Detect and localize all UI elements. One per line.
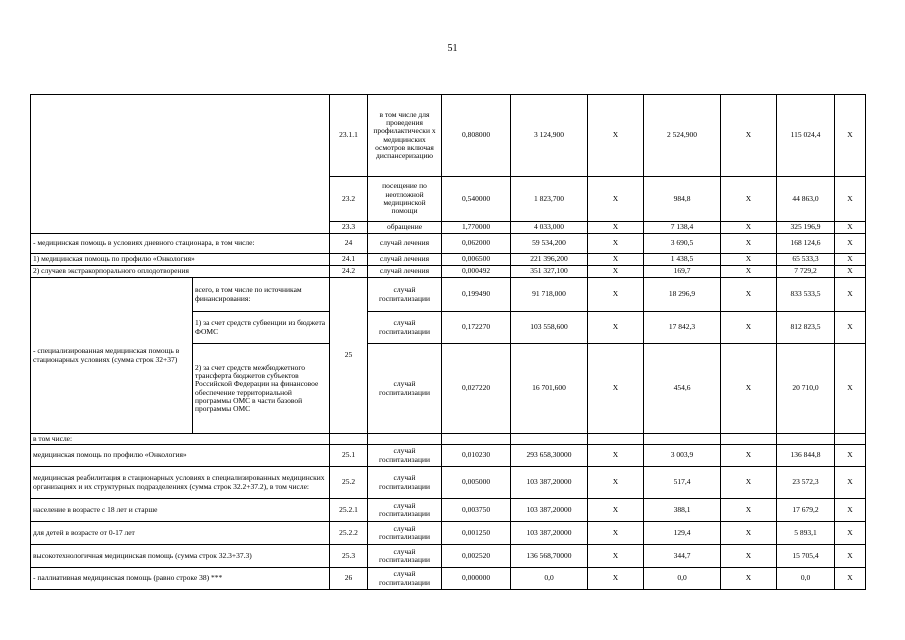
x-cell: X <box>721 278 777 312</box>
cost-cell: 103 387,20000 <box>511 499 588 522</box>
empty-cell <box>511 434 588 445</box>
empty-cell <box>644 434 721 445</box>
x-cell: X <box>588 445 644 467</box>
code-cell: 23.1.1 <box>330 95 368 177</box>
code-cell: 25.1 <box>330 445 368 467</box>
norm-cell: 0,172270 <box>442 312 511 344</box>
cost-cell: 103 387,20000 <box>511 467 588 499</box>
norm-cell: 0,199490 <box>442 278 511 312</box>
empty-cell <box>588 434 644 445</box>
table-row <box>31 568 866 590</box>
x-cell: X <box>835 467 866 499</box>
norm-cell: 0,808000 <box>442 95 511 177</box>
x-cell: X <box>721 568 777 590</box>
cost-cell: 3 124,900 <box>511 95 588 177</box>
empty-cell <box>721 434 777 445</box>
x-cell: X <box>835 95 866 177</box>
row-name-cell: 1) медицинская помощь по профилю «Онкология» <box>31 254 330 266</box>
row-name-cell: для детей в возрасте от 0-17 лет <box>31 522 330 545</box>
cost-cell: 16 701,600 <box>511 344 588 434</box>
x-cell: X <box>721 234 777 254</box>
source-cell: 1) за счет средств субвенции из бюджета ФОМС <box>193 312 330 344</box>
x-cell: X <box>588 95 644 177</box>
code-cell: 23.3 <box>330 222 368 234</box>
row-name-cell: медицинская реабилитация в стационарных условиях в специализированных медицинских организациях и их структурных подразделениях (сумма строк 32.2+37.2), в том числе: <box>31 467 330 499</box>
table-row <box>31 434 866 445</box>
norm-cell: 0,000492 <box>442 266 511 278</box>
cost-cell: 91 718,000 <box>511 278 588 312</box>
cost-cell: 136 568,70000 <box>511 545 588 568</box>
x-cell: X <box>721 522 777 545</box>
empty-cell <box>777 434 835 445</box>
unit-cell: посещение по неотложной медицинской помощи <box>368 177 442 222</box>
x-cell: X <box>835 266 866 278</box>
x-cell: X <box>835 344 866 434</box>
x-cell: X <box>588 234 644 254</box>
x-cell: X <box>721 499 777 522</box>
x-cell: X <box>721 445 777 467</box>
code-cell: 23.2 <box>330 177 368 222</box>
unit-cell: случай лечения <box>368 254 442 266</box>
x-cell: X <box>721 266 777 278</box>
x-cell: X <box>588 177 644 222</box>
x-cell: X <box>835 522 866 545</box>
cost-cell: 103 387,20000 <box>511 522 588 545</box>
value-cell: 17 842,3 <box>644 312 721 344</box>
value-cell: 325 196,9 <box>777 222 835 234</box>
x-cell: X <box>721 254 777 266</box>
value-cell: 2 524,900 <box>644 95 721 177</box>
cost-cell: 1 823,700 <box>511 177 588 222</box>
cost-cell: 293 658,30000 <box>511 445 588 467</box>
x-cell: X <box>588 278 644 312</box>
unit-cell: случай госпитализации <box>368 568 442 590</box>
code-cell: 24.1 <box>330 254 368 266</box>
unit-cell: случай госпитализации <box>368 344 442 434</box>
empty-cell <box>835 434 866 445</box>
table-row <box>31 95 866 177</box>
value-cell: 0,0 <box>644 568 721 590</box>
value-cell: 136 844,8 <box>777 445 835 467</box>
x-cell: X <box>588 312 644 344</box>
empty-cell <box>442 434 511 445</box>
value-cell: 7 729,2 <box>777 266 835 278</box>
x-cell: X <box>588 467 644 499</box>
unit-cell: случай госпитализации <box>368 545 442 568</box>
code-cell: 25.2.2 <box>330 522 368 545</box>
table-row <box>31 254 866 266</box>
value-cell: 812 823,5 <box>777 312 835 344</box>
source-cell: 2) за счет средств межбюджетного трансферта бюджетов субъектов Российской Федерации на финансовое обеспечение территориальной программы ОМС в части базовой программы ОМС <box>193 344 330 434</box>
unit-cell: случай лечения <box>368 234 442 254</box>
value-cell: 7 138,4 <box>644 222 721 234</box>
unit-cell: в том числе для проведения профилактически х медицинских осмотров включая диспансеризацию <box>368 95 442 177</box>
table-row <box>31 445 866 467</box>
norm-cell: 0,027220 <box>442 344 511 434</box>
unit-cell: обращение <box>368 222 442 234</box>
x-cell: X <box>835 499 866 522</box>
value-cell: 1 438,5 <box>644 254 721 266</box>
table-row <box>31 499 866 522</box>
x-cell: X <box>835 222 866 234</box>
cost-cell: 351 327,100 <box>511 266 588 278</box>
norm-cell: 0,010230 <box>442 445 511 467</box>
value-cell: 3 690,5 <box>644 234 721 254</box>
empty-cell <box>368 434 442 445</box>
code-cell: 24 <box>330 234 368 254</box>
row-name-cell: население в возрасте с 18 лет и старше <box>31 499 330 522</box>
norm-cell: 0,001250 <box>442 522 511 545</box>
code-cell: 25.2 <box>330 467 368 499</box>
norm-cell: 0,002520 <box>442 545 511 568</box>
x-cell: X <box>721 467 777 499</box>
norm-cell: 0,005000 <box>442 467 511 499</box>
norm-cell: 0,003750 <box>442 499 511 522</box>
value-cell: 833 533,5 <box>777 278 835 312</box>
x-cell: X <box>588 499 644 522</box>
x-cell: X <box>588 545 644 568</box>
x-cell: X <box>835 278 866 312</box>
row-name-cell: в том числе: <box>31 434 330 445</box>
norm-cell: 0,540000 <box>442 177 511 222</box>
x-cell: X <box>721 545 777 568</box>
table-row <box>31 545 866 568</box>
cost-cell: 59 534,200 <box>511 234 588 254</box>
value-cell: 15 705,4 <box>777 545 835 568</box>
data-table <box>30 94 866 590</box>
value-cell: 3 003,9 <box>644 445 721 467</box>
empty-cell <box>31 95 330 234</box>
empty-cell <box>330 434 368 445</box>
table-row <box>31 522 866 545</box>
x-cell: X <box>721 312 777 344</box>
row-name-cell: - паллиативная медицинская помощь (равно строке 38) *** <box>31 568 330 590</box>
row-name-cell: медицинская помощь по профилю «Онкология» <box>31 445 330 467</box>
value-cell: 168 124,6 <box>777 234 835 254</box>
table-row <box>31 234 866 254</box>
table-row <box>31 467 866 499</box>
row-name-cell: - медицинская помощь в условиях дневного стационара, в том числе: <box>31 234 330 254</box>
value-cell: 344,7 <box>644 545 721 568</box>
code-cell: 24.2 <box>330 266 368 278</box>
source-cell: всего, в том числе по источникам финансирования: <box>193 278 330 312</box>
unit-cell: случай лечения <box>368 266 442 278</box>
x-cell: X <box>588 344 644 434</box>
code-cell: 25.2.1 <box>330 499 368 522</box>
value-cell: 984,8 <box>644 177 721 222</box>
value-cell: 17 679,2 <box>777 499 835 522</box>
code-cell: 25 <box>330 278 368 434</box>
norm-cell: 1,770000 <box>442 222 511 234</box>
cost-cell: 4 033,000 <box>511 222 588 234</box>
value-cell: 388,1 <box>644 499 721 522</box>
unit-cell: случай госпитализации <box>368 445 442 467</box>
value-cell: 129,4 <box>644 522 721 545</box>
cost-cell: 103 558,600 <box>511 312 588 344</box>
x-cell: X <box>835 234 866 254</box>
row-name-cell: 2) случаев экстракорпорального оплодотворения <box>31 266 330 278</box>
x-cell: X <box>588 266 644 278</box>
value-cell: 5 893,1 <box>777 522 835 545</box>
x-cell: X <box>588 522 644 545</box>
x-cell: X <box>721 95 777 177</box>
value-cell: 44 863,0 <box>777 177 835 222</box>
x-cell: X <box>835 254 866 266</box>
table-row <box>31 266 866 278</box>
x-cell: X <box>835 445 866 467</box>
x-cell: X <box>721 222 777 234</box>
value-cell: 454,6 <box>644 344 721 434</box>
x-cell: X <box>588 254 644 266</box>
cost-cell: 221 396,200 <box>511 254 588 266</box>
norm-cell: 0,006500 <box>442 254 511 266</box>
unit-cell: случай госпитализации <box>368 312 442 344</box>
norm-cell: 0,000000 <box>442 568 511 590</box>
table-row <box>31 278 866 312</box>
x-cell: X <box>835 568 866 590</box>
x-cell: X <box>721 177 777 222</box>
value-cell: 23 572,3 <box>777 467 835 499</box>
value-cell: 517,4 <box>644 467 721 499</box>
code-cell: 26 <box>330 568 368 590</box>
value-cell: 20 710,0 <box>777 344 835 434</box>
page-number: 51 <box>447 43 458 54</box>
cost-cell: 0,0 <box>511 568 588 590</box>
x-cell: X <box>588 222 644 234</box>
x-cell: X <box>588 568 644 590</box>
unit-cell: случай госпитализации <box>368 467 442 499</box>
value-cell: 115 024,4 <box>777 95 835 177</box>
value-cell: 169,7 <box>644 266 721 278</box>
norm-cell: 0,062000 <box>442 234 511 254</box>
unit-cell: случай госпитализации <box>368 278 442 312</box>
code-cell: 25.3 <box>330 545 368 568</box>
x-cell: X <box>835 545 866 568</box>
row-name-cell: - специализированная медицинская помощь в стационарных условиях (сумма строк 32+37) <box>31 278 193 434</box>
row-name-cell: высокотехнологичная медицинская помощь (сумма строк 32.3+37.3) <box>31 545 330 568</box>
value-cell: 0,0 <box>777 568 835 590</box>
x-cell: X <box>835 177 866 222</box>
value-cell: 18 296,9 <box>644 278 721 312</box>
unit-cell: случай госпитализации <box>368 499 442 522</box>
unit-cell: случай госпитализации <box>368 522 442 545</box>
value-cell: 65 533,3 <box>777 254 835 266</box>
x-cell: X <box>721 344 777 434</box>
x-cell: X <box>835 312 866 344</box>
